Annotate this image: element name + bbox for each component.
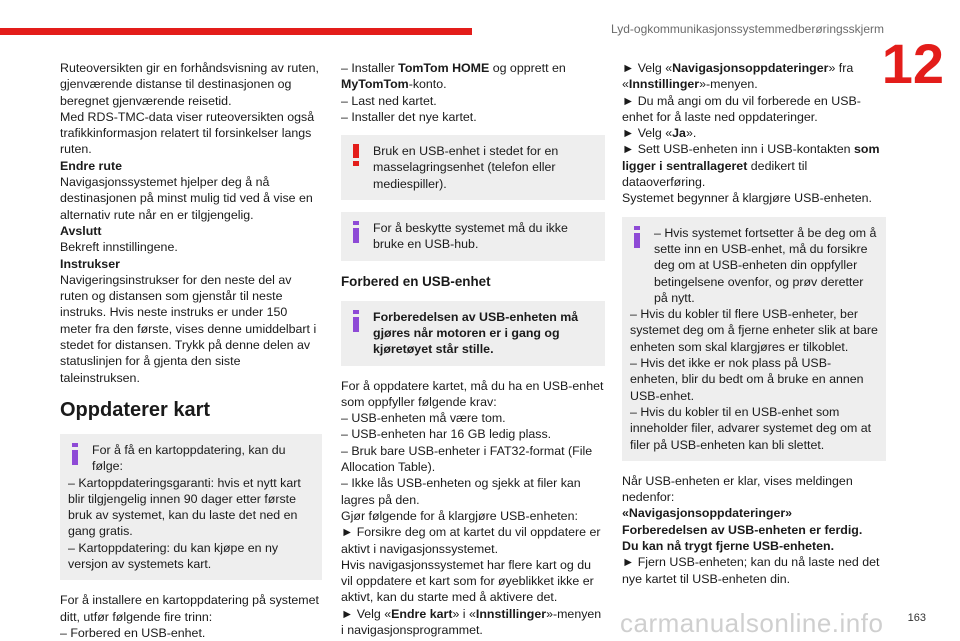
step: ► Du må angi om du vil forberede en USB-enhet for å laste ned oppdateringer. [622, 93, 861, 124]
menu-item: Navigasjonsoppdateringer [672, 61, 829, 75]
account-name: MyTomTom [341, 77, 409, 92]
warning-note [341, 135, 605, 200]
info-note [60, 434, 322, 580]
info-note [622, 217, 886, 461]
text: »-menyen i navigasjonsprogrammet. [341, 606, 602, 638]
paragraph: Navigasjonssystemet hjelper deg å nå destinasjonen på minst mulig tid ved å vise en alternativ rute når en er tilgjengelig. [60, 175, 313, 222]
product-name: TomTom HOME [398, 61, 490, 75]
info-icon [349, 310, 363, 332]
step: ► Forsikre deg om at kartet du vil oppdatere er aktivt i navigasjonssystemet. [341, 525, 601, 556]
location: som ligger i sentrallageret [622, 142, 880, 173]
info-icon [349, 221, 363, 243]
requirement: – USB-enheten må være tom. [341, 411, 506, 426]
text: » i « [452, 606, 476, 621]
paragraph: Systemet begynner å klargjøre USB-enheten. [622, 191, 873, 206]
system-message: Du kan nå trygt fjerne USB-enheten. [622, 539, 835, 554]
menu-item: Endre kart [391, 606, 453, 621]
requirement: – Ikke lås USB-enheten og sjekk at filer kan lagres på den. [341, 476, 581, 507]
step: – Last ned kartet. [341, 93, 437, 108]
column-2 [341, 60, 605, 638]
paragraph: Navigeringsinstrukser for den neste del av ruten og distansen som gjenstår til neste instruks. Hvis neste instruks er under 150 meter fra den første, vises denne umiddelbart i stedet for distansen. Trykk på denne delen av statuslinjen for å gjenta den siste taleinstruksen. [60, 272, 317, 385]
step [341, 60, 605, 93]
text: »-menyen. [699, 77, 758, 92]
header-accent-bar [0, 28, 472, 35]
text: – Installer [341, 61, 399, 75]
subheading-instrukser: Instrukser [60, 256, 120, 271]
section-heading: Forbered en USB-enhet [341, 273, 491, 289]
section-title: Oppdaterer kart [60, 398, 211, 421]
paragraph: Med RDS-TMC-data viser ruteoversikten også trafikkinformasjon relatert til forsinkelser langs ruten. [60, 109, 315, 157]
note-text: – Kartoppdatering: du kan kjøpe en ny versjon av systemets kart. [68, 540, 279, 572]
step: ► Fjern USB-enheten; kan du nå laste ned det nye kartet til USB-enheten din. [622, 555, 880, 586]
text: ► Velg « [622, 126, 673, 141]
note-text: Forberedelsen av USB-enheten må gjøres når motoren er i gang og kjøretøyet står stille. [373, 309, 579, 357]
option-yes: Ja [672, 126, 686, 141]
running-title: Lyd-ogkommunikasjonssystemmedberøringsskjerm [611, 22, 884, 36]
note-text: – Hvis du kobler til en USB-enhet som inneholder filer, advarer systemet deg om at filer på USB-enheten kan bli slettet. [630, 404, 872, 452]
system-message: «Navigasjonsoppdateringer» [622, 506, 793, 521]
note-text: – Hvis du kobler til flere USB-enheter, ber systemet deg om å fjerne enheter slik at bare enheten som skal klargjøres er tilkoblet. [630, 307, 878, 354]
info-icon [68, 443, 82, 465]
subheading-avslutt: Avslutt [60, 223, 102, 238]
paragraph: Ruteoversikten gir en forhåndsvisning av ruten, gjenværende distanse til destinasjonen og beregnet gjenværende reisetid. [60, 61, 319, 108]
watermark: carmanualsonline.info [620, 608, 884, 638]
page-number: 163 [907, 612, 926, 624]
requirement: – Bruk bare USB-enheter i FAT32-format (File Allocation Table). [341, 443, 593, 475]
paragraph: Når USB-enheten er klar, vises meldingen nedenfor: [622, 473, 853, 505]
note-text: For å beskytte systemet må du ikke bruke en USB-hub. [373, 221, 568, 252]
text: ► Velg « [341, 606, 392, 621]
column-3 [622, 60, 886, 587]
paragraph: For å oppdatere kartet, må du ha en USB-enhet som oppfyller følgende krav: [341, 378, 604, 409]
text: ► Sett USB-enheten inn i USB-kontakten [622, 142, 854, 157]
step [622, 141, 886, 190]
step [622, 60, 886, 93]
subheading-endre-rute: Endre rute [60, 158, 122, 173]
paragraph: Bekreft innstillingene. [60, 240, 178, 255]
step: – Forbered en USB-enhet. [60, 625, 206, 640]
text: dedikert til dataoverføring. [622, 158, 808, 190]
info-icon [630, 226, 644, 248]
menu-name: Innstillinger [628, 77, 700, 92]
chapter-number: 12 [881, 32, 944, 95]
note-text: Bruk en USB-enhet i stedet for en masselagringsenhet (telefon eller mediespiller). [373, 144, 559, 191]
paragraph: Hvis navigasjonssystemet har flere kart og du vil oppdatere et kart som for øyeblikket ikke er aktivt, kan du starte med å aktivere det. [341, 557, 594, 605]
column-1 [60, 60, 322, 641]
paragraph: For å installere en kartoppdatering på systemet ditt, utfør følgende fire trinn: [60, 593, 319, 624]
step [622, 125, 886, 141]
note-text: – Hvis det ikke er nok plass på USB-enheten, blir du bedt om å bruke en annen USB-enhet. [630, 356, 864, 403]
info-note [341, 301, 605, 366]
warning-icon [349, 144, 363, 166]
note-text: For å få en kartoppdatering, kan du følge: [92, 442, 286, 474]
step: – Installer det nye kartet. [341, 109, 477, 124]
info-note [341, 212, 605, 261]
note-text: – Kartoppdateringsgaranti: hvis et nytt kart blir tilgjengelig innen 90 dager etter første bruk av systemet, kan du laste det ned en gang gratis. [68, 475, 301, 539]
note-text: – Hvis systemet fortsetter å be deg om å sette inn en USB-enhet, må du forsikre deg om at USB-enheten din oppfyller betingelsene ovenfor, og prøv deretter på nytt. [654, 225, 877, 305]
text: » fra « [622, 61, 854, 92]
text: -konto. [408, 77, 447, 92]
requirement: – USB-enheten har 16 GB ledig plass. [341, 427, 552, 442]
text: ► Velg « [622, 61, 673, 75]
system-message: Forberedelsen av USB-enheten er ferdig. [622, 522, 863, 537]
paragraph: Gjør følgende for å klargjøre USB-enheten: [341, 508, 578, 523]
step [341, 606, 605, 639]
menu-name: Innstillinger [475, 606, 547, 621]
text: og opprett en [489, 61, 566, 75]
text: ». [685, 126, 697, 141]
